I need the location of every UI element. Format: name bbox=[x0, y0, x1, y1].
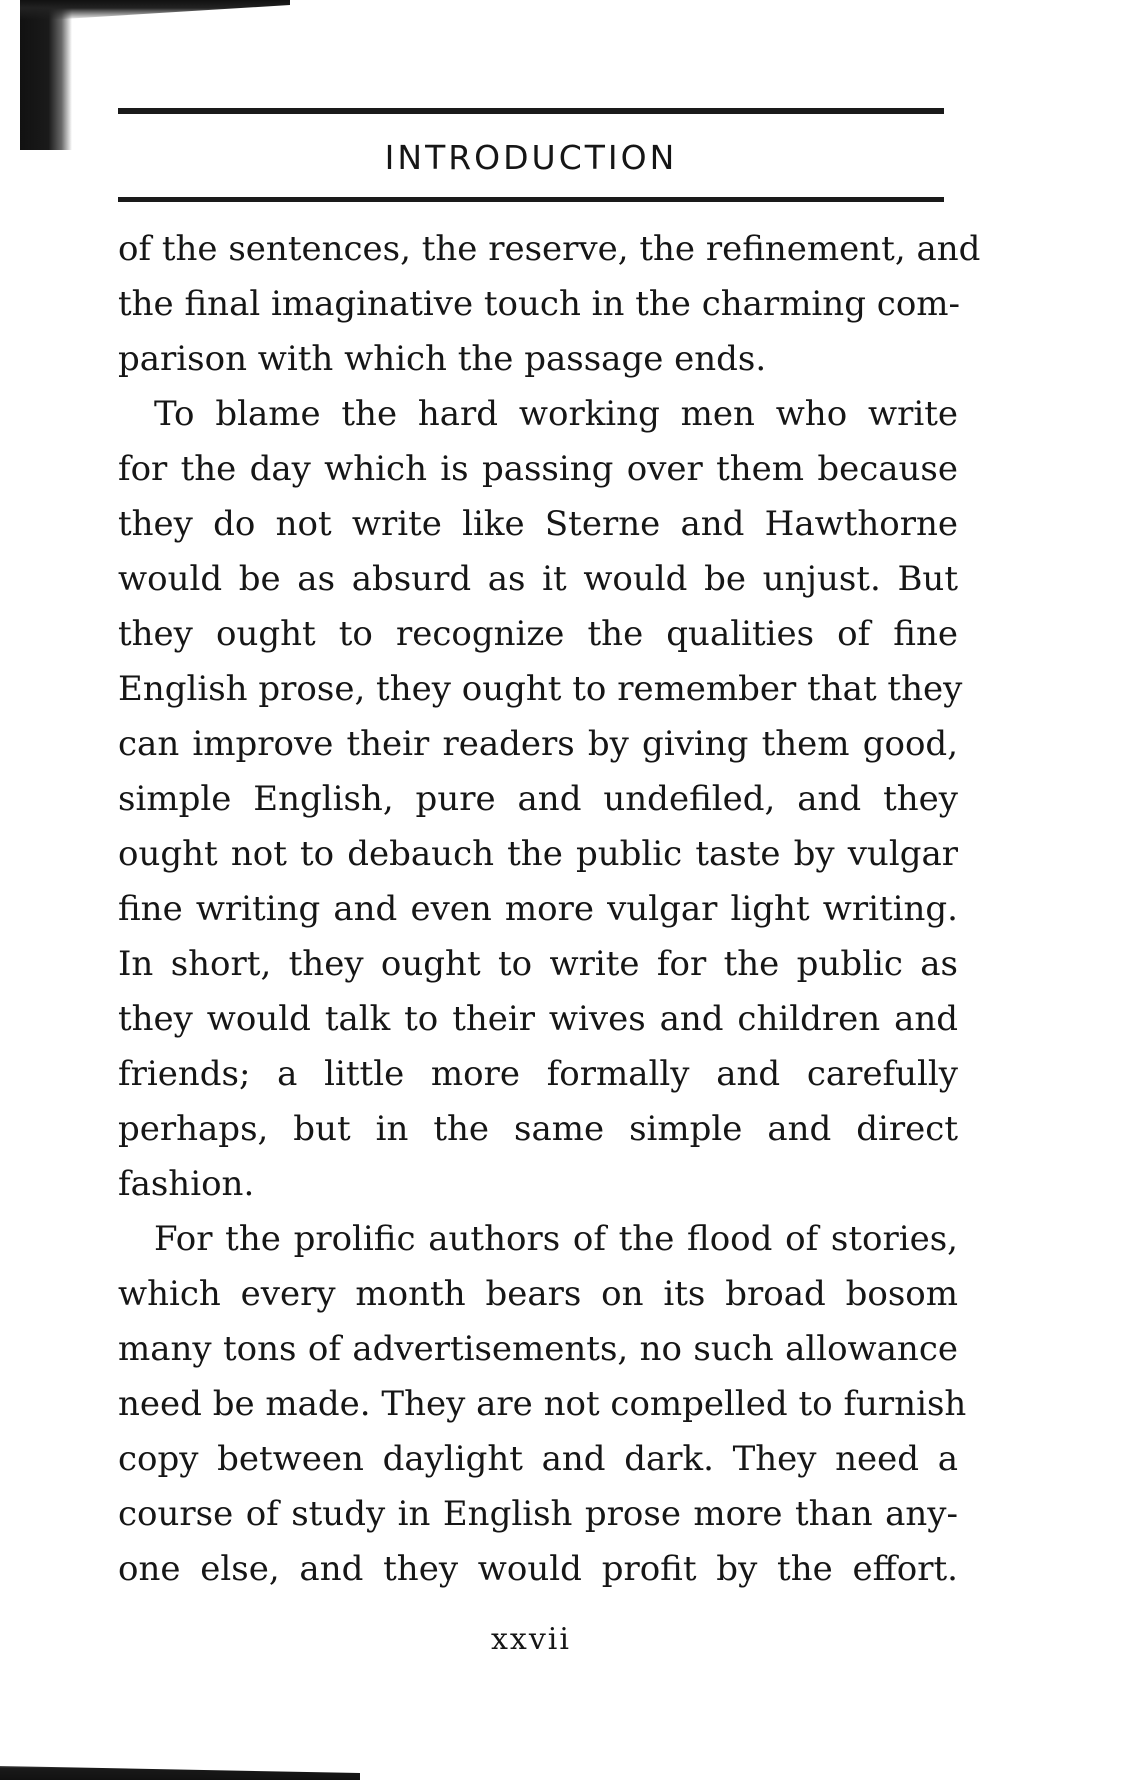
page-number: xxvii bbox=[491, 1622, 571, 1657]
text-line: which every month bears on its broad bosom bbox=[118, 1274, 958, 1314]
text-line: parison with which the passage ends. bbox=[118, 339, 767, 379]
text-line: the final imaginative touch in the charming com- bbox=[118, 284, 961, 324]
text-line: need be made. They are not compelled to furnish bbox=[118, 1384, 967, 1424]
text-line: course of study in English prose more than any- bbox=[118, 1494, 958, 1534]
text-line: would be as absurd as it would be unjust. But bbox=[118, 559, 958, 599]
text-line: fine writing and even more vulgar light writing. bbox=[118, 889, 958, 929]
text-line: In short, they ought to write for the public as bbox=[118, 944, 958, 984]
text-line: fashion. bbox=[118, 1164, 255, 1204]
text-line: simple English, pure and undefiled, and they bbox=[118, 779, 958, 819]
text-line: of the sentences, the reserve, the refinement, and bbox=[118, 229, 981, 269]
text-line: For the prolific authors of the flood of stories, bbox=[154, 1219, 958, 1259]
text-line: for the day which is passing over them because bbox=[118, 449, 958, 489]
text-line: they ought to recognize the qualities of fine bbox=[118, 614, 958, 654]
text-line: copy between daylight and dark. They need a bbox=[118, 1439, 958, 1479]
text-line: English prose, they ought to remember that they bbox=[118, 669, 963, 709]
text-line: they would talk to their wives and children and bbox=[118, 999, 958, 1039]
text-line: many tons of advertisements, no such allowance bbox=[118, 1329, 958, 1369]
text-line: perhaps, but in the same simple and direct bbox=[118, 1109, 958, 1149]
text-line: ought not to debauch the public taste by vulgar bbox=[118, 834, 958, 874]
running-title: INTRODUCTION bbox=[384, 138, 678, 177]
scan-edge-shadow-bottom bbox=[0, 1760, 360, 1780]
text-line: friends; a little more formally and carefully bbox=[118, 1054, 958, 1094]
header-rule-top bbox=[118, 108, 944, 114]
page-body bbox=[118, 222, 981, 1597]
text-line: they do not write like Sterne and Hawthorne bbox=[118, 504, 958, 544]
scan-edge-shadow-top bbox=[20, 0, 290, 20]
text-line: To blame the hard working men who write bbox=[154, 394, 958, 434]
text-line: one else, and they would profit by the effort. bbox=[118, 1549, 958, 1589]
scan-edge-shadow bbox=[20, 0, 72, 150]
text-line: can improve their readers by giving them good, bbox=[118, 724, 958, 764]
header-rule-bottom bbox=[118, 197, 944, 202]
